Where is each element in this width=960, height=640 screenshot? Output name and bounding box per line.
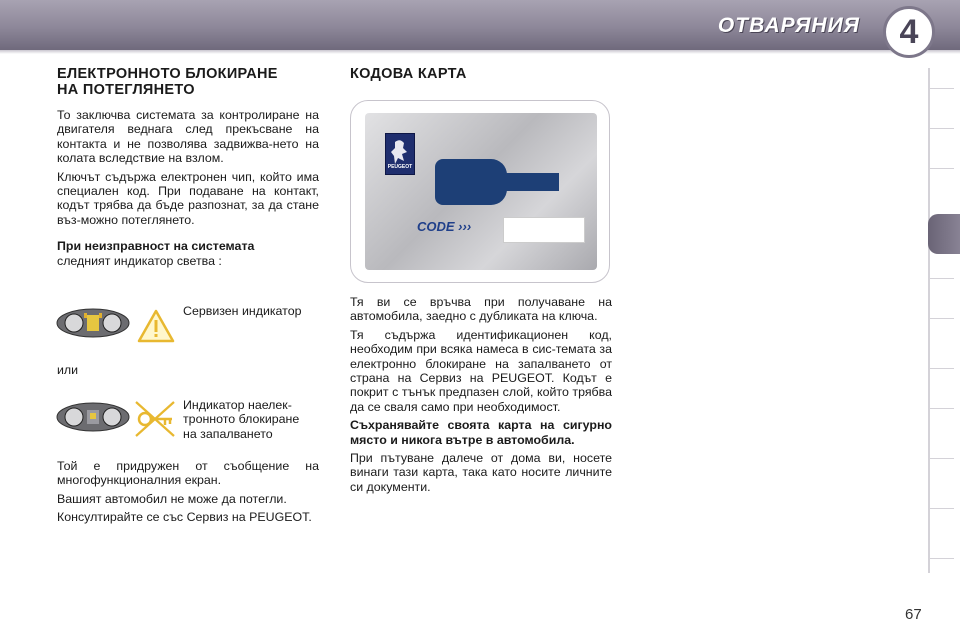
section-title: КОДОВА КАРТА xyxy=(350,66,467,82)
key-silhouette xyxy=(435,159,507,205)
rail-tick xyxy=(930,558,954,559)
card-brand-text: PEUGEOT xyxy=(387,164,413,170)
paragraph: следният индикатор светва : xyxy=(57,253,222,268)
or-text: или xyxy=(57,363,79,377)
card-code-label: CODE ››› xyxy=(417,219,472,234)
rail-tick xyxy=(930,368,954,369)
paragraph: Тя съдържа идентификационен код, необходим при всяка намеса в сис-темата за електронно блокиране на запалването от страна на Сервиз на PEUGEOT. Кодът е покрит с тънък предпазен слой, който трябва да се сваля само при необходимост. xyxy=(350,327,612,414)
rail-tick xyxy=(930,508,954,509)
paragraph: Тя ви се връчва при получаване на автомобила, заедно с дубликата на ключа. xyxy=(350,295,612,324)
right-column-body xyxy=(350,295,612,498)
instrument-cluster-icon xyxy=(56,402,130,432)
peugeot-lion-logo xyxy=(385,133,415,175)
code-card-illustration xyxy=(350,100,610,283)
warning-heading: При неизправност на системата xyxy=(57,239,255,254)
rail-tick xyxy=(930,408,954,409)
chapter-index-rail xyxy=(926,68,960,578)
code-card xyxy=(365,113,597,270)
warning-triangle-icon xyxy=(136,308,176,344)
rail-tick xyxy=(930,88,954,89)
rail-tick xyxy=(930,458,954,459)
header-shadow xyxy=(0,50,960,54)
section-title-line1: ЕЛЕКТРОННОТО БЛОКИРАНЕ xyxy=(57,66,278,82)
chapter-number-badge: 4 xyxy=(883,6,935,58)
rail-line xyxy=(928,68,930,573)
left-column-bottom xyxy=(57,459,319,529)
service-indicator-label: Сервизен индикатор xyxy=(183,304,302,318)
paragraph: Вашият автомобил не може да потегли. xyxy=(57,491,287,506)
immobilizer-indicator-label: Индикатор наелек-тронното блокиране на запалването xyxy=(183,398,300,441)
left-column xyxy=(57,66,319,272)
paragraph: Консултирайте се със Сервиз на PEUGEOT. xyxy=(57,510,312,525)
paragraph: При пътуване далече от дома ви, носете винаги тази карта, така като носите личните си документи. xyxy=(350,451,612,494)
key-blade xyxy=(505,173,559,191)
page-number: 67 xyxy=(905,606,922,623)
chapter-title: ОТВАРЯНИЯ xyxy=(717,14,860,37)
instrument-cluster-icon xyxy=(56,308,130,338)
bold-paragraph: Съхранявайте своята карта на сигурно място и никога вътре в автомобила. xyxy=(350,418,612,447)
section-title-line2: НА ПОТЕГЛЯНЕТО xyxy=(57,82,195,98)
paragraph: Той е придружен от съобщение на многофункционалния екран. xyxy=(57,459,319,488)
paragraph: То заключва системата за контролиране на двигателя веднага след прекъсване на контакта и не позволява задвижва-нето на колата вследствие на взлом. xyxy=(57,108,319,166)
rail-tick xyxy=(930,128,954,129)
paragraph: Ключът съдържа електронен чип, който има специален код. При подаване на контакт, кодът трябва да бъде разпознат, за да стане въз-можно потеглянето. xyxy=(57,169,319,227)
immobilizer-crossed-key-icon xyxy=(132,398,178,440)
rail-tick xyxy=(930,318,954,319)
rail-tick xyxy=(930,168,954,169)
right-column-title xyxy=(350,66,612,82)
rail-tick xyxy=(930,278,954,279)
code-scratch-area xyxy=(503,217,585,243)
active-chapter-tab[interactable] xyxy=(928,214,960,254)
